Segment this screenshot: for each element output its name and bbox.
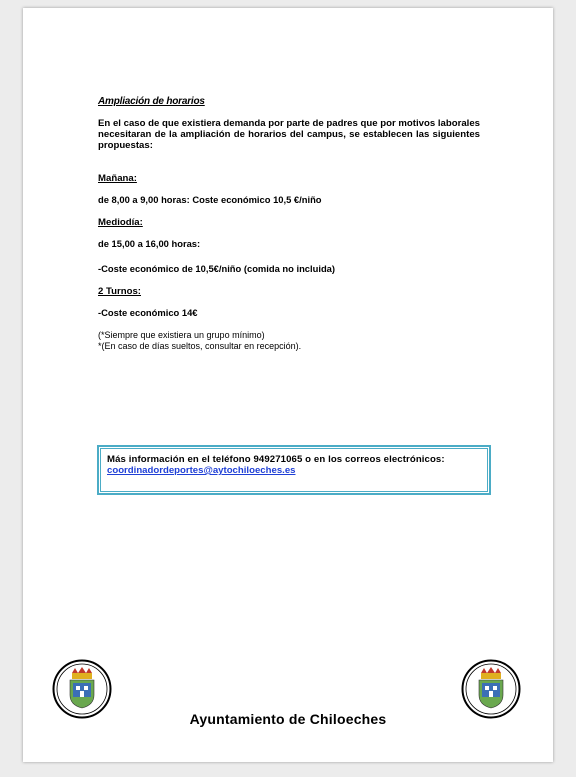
mediodia-title: Mediodía:: [98, 217, 143, 228]
coat-of-arms-seal-left: [52, 659, 112, 719]
turnos-cost: -Coste económico 14€: [98, 307, 198, 318]
intro-paragraph: En el caso de que existiera demanda por parte de padres que por motivos laborales necesitaran de la ampliación de horarios del campus, se establecen las siguientes propuestas:: [98, 118, 480, 151]
mediodia-schedule: de 15,00 a 16,00 horas:: [98, 238, 201, 249]
manana-schedule: de 8,00 a 9,00 horas: Coste económico 10,5 €/niño: [98, 194, 322, 205]
info-text: Más información en el teléfono 949271065 o en los correos electrónicos:: [107, 454, 445, 465]
section-title: Ampliación de horarios: [98, 96, 205, 107]
email-link[interactable]: coordinadordeportes@aytochiloeches.es: [107, 465, 296, 476]
coat-of-arms-seal-right: [461, 659, 521, 719]
document-page: [23, 8, 553, 762]
manana-title: Mañana:: [98, 173, 137, 184]
document-content: [98, 96, 480, 352]
info-box: [97, 445, 491, 495]
note-loose-days: *(En caso de días sueltos, consultar en recepción).: [98, 341, 302, 351]
turnos-title: 2 Turnos:: [98, 286, 141, 297]
mediodia-cost: -Coste económico de 10,5€/niño (comida no incluida): [98, 263, 336, 274]
note-minimum-group: (*Siempre que existiera un grupo mínimo): [98, 330, 265, 340]
footer-title: Ayuntamiento de Chiloeches: [189, 711, 387, 727]
